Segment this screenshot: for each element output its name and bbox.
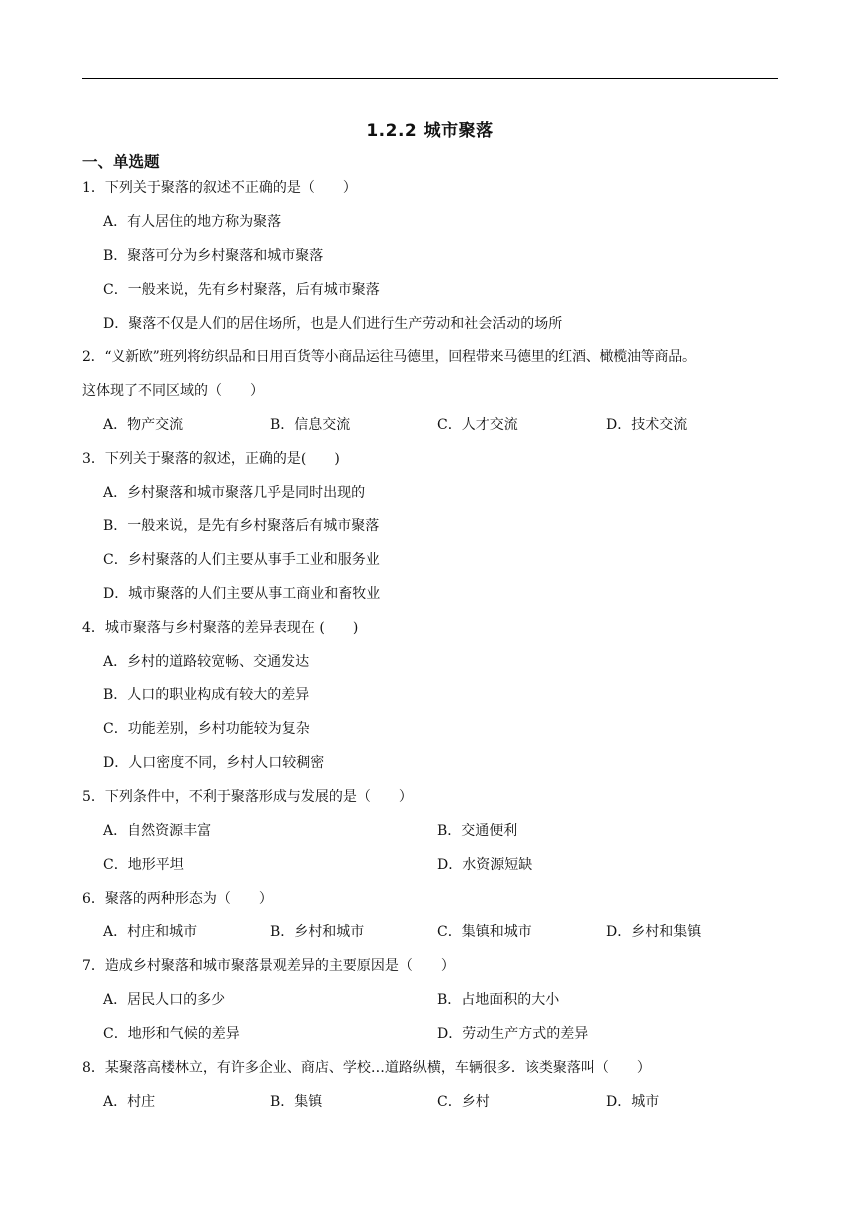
question-2-option-b: B．信息交流: [270, 417, 351, 433]
question-5-option-d: D．水资源短缺: [437, 857, 533, 873]
page-title: 1.2.2 城市聚落: [366, 121, 494, 141]
question-8-option-d: D．城市: [606, 1094, 660, 1110]
question-5-option-b: B．交通便利: [437, 823, 518, 839]
question-6-option-c: C．集镇和城市: [437, 924, 532, 940]
question-3-option-b: B．一般来说，是先有乡村聚落后有城市聚落: [103, 518, 380, 534]
header-rule: [82, 78, 778, 79]
question-4-stem: 4．城市聚落与乡村聚落的差异表现在 ( ): [82, 620, 359, 636]
question-3-stem: 3．下列关于聚落的叙述，正确的是( ): [82, 451, 340, 467]
question-2-option-a: A．物产交流: [103, 417, 184, 433]
question-8-option-a: A．村庄: [103, 1094, 156, 1110]
question-7-option-b: B．占地面积的大小: [437, 992, 560, 1008]
question-1-option-a: A．有人居住的地方称为聚落: [103, 214, 282, 230]
question-3-option-c: C．乡村聚落的人们主要从事手工业和服务业: [103, 552, 380, 568]
question-8-option-c: C．乡村: [437, 1094, 490, 1110]
question-6-option-d: D．乡村和集镇: [606, 924, 702, 940]
question-7-option-a: A．居民人口的多少: [103, 992, 226, 1008]
question-7-option-d: D．劳动生产方式的差异: [437, 1026, 589, 1042]
question-4-option-a: A．乡村的道路较宽畅、交通发达: [103, 654, 310, 670]
question-1-option-c: C．一般来说，先有乡村聚落，后有城市聚落: [103, 282, 380, 298]
section-heading: 一、单选题: [82, 153, 160, 171]
question-3-option-a: A．乡村聚落和城市聚落几乎是同时出现的: [103, 485, 366, 501]
question-5-option-c: C．地形平坦: [103, 857, 184, 873]
question-2-option-d: D．技术交流: [606, 417, 688, 433]
question-4-option-d: D．人口密度不同，乡村人口较稠密: [103, 755, 325, 771]
question-8-stem: 8．某聚落高楼林立，有许多企业、商店、学校…道路纵横，车辆很多．该类聚落叫（ ）: [82, 1060, 651, 1076]
question-4-option-c: C．功能差别，乡村功能较为复杂: [103, 721, 310, 737]
question-4-option-b: B．人口的职业构成有较大的差异: [103, 687, 310, 703]
question-7-stem: 7．造成乡村聚落和城市聚落景观差异的主要原因是（ ）: [82, 958, 455, 974]
question-5-option-a: A．自然资源丰富: [103, 823, 212, 839]
question-8-option-b: B．集镇: [270, 1094, 323, 1110]
question-6-option-b: B．乡村和城市: [270, 924, 365, 940]
question-1-option-b: B．聚落可分为乡村聚落和城市聚落: [103, 248, 324, 264]
question-6-stem: 6．聚落的两种形态为（ ）: [82, 891, 273, 907]
question-6-option-a: A．村庄和城市: [103, 924, 198, 940]
question-1-stem: 1．下列关于聚落的叙述不正确的是（ ）: [82, 180, 357, 196]
question-5-stem: 5．下列条件中，不利于聚落形成与发展的是（ ）: [82, 789, 413, 805]
question-2-stem-continued: 这体现了不同区域的（ ）: [82, 383, 264, 399]
question-3-option-d: D．城市聚落的人们主要从事工商业和畜牧业: [103, 586, 381, 602]
question-2-option-c: C．人才交流: [437, 417, 518, 433]
question-2-stem: 2．“义新欧”班列将纺织品和日用百货等小商品运往马德里，回程带来马德里的红酒、橄榄油等商品。: [82, 349, 696, 365]
question-1-option-d: D．聚落不仅是人们的居住场所，也是人们进行生产劳动和社会活动的场所: [103, 316, 563, 332]
question-7-option-c: C．地形和气候的差异: [103, 1026, 240, 1042]
